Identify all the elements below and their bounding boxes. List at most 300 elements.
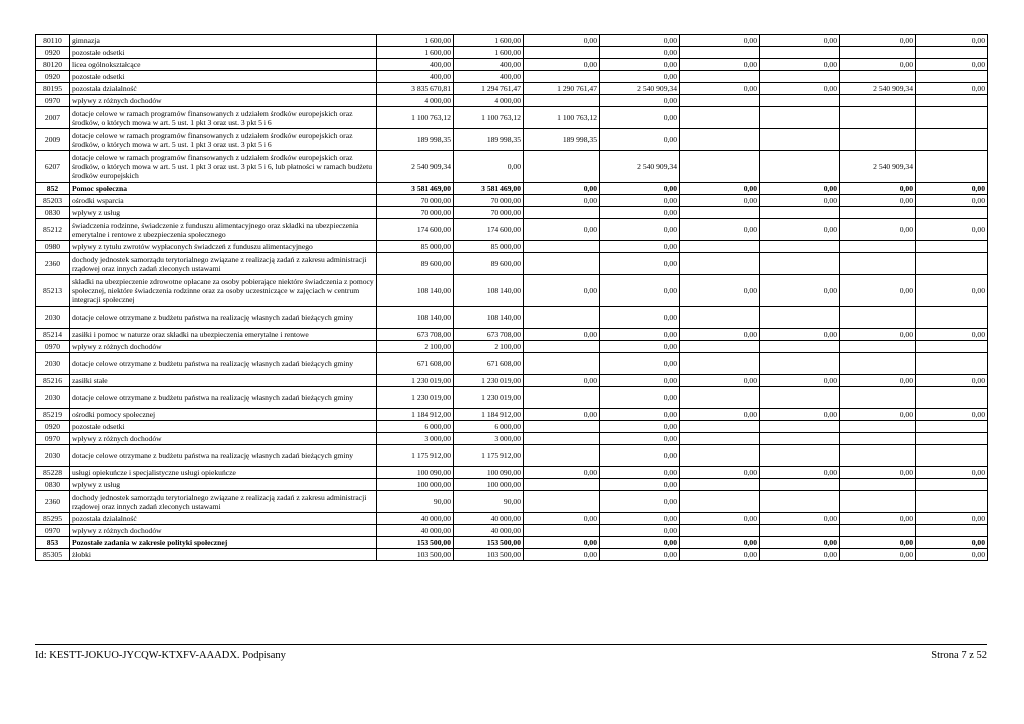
cell-plan-amount: 3 835 670,81 <box>377 83 454 95</box>
cell-col-9-amount <box>840 95 916 107</box>
cell-col-6-amount: 0,00 <box>600 467 680 479</box>
cell-classification-code: 80110 <box>36 35 70 47</box>
cell-col-7-amount: 0,00 <box>680 195 760 207</box>
cell-col-10-amount <box>916 307 988 329</box>
cell-col-5-amount: 1 290 761,47 <box>524 83 600 95</box>
table-row <box>36 47 988 59</box>
cell-col-9-amount: 0,00 <box>840 549 916 561</box>
cell-plan-amount: 673 708,00 <box>377 329 454 341</box>
cell-plan-amount: 3 581 469,00 <box>377 183 454 195</box>
cell-classification-code: 2030 <box>36 387 70 409</box>
cell-col-9-amount: 0,00 <box>840 195 916 207</box>
cell-description: wpływy z usług <box>70 479 377 491</box>
table-row <box>36 129 988 151</box>
cell-col-5-amount: 189 998,35 <box>524 129 600 151</box>
cell-col-7-amount <box>680 387 760 409</box>
cell-col-9-amount <box>840 107 916 129</box>
cell-plan-amount: 108 140,00 <box>377 275 454 307</box>
cell-col-7-amount <box>680 253 760 275</box>
cell-col-4-amount: 0,00 <box>454 151 524 183</box>
cell-col-9-amount <box>840 71 916 83</box>
table-row <box>36 329 988 341</box>
cell-plan-amount: 189 998,35 <box>377 129 454 151</box>
cell-col-9-amount <box>840 421 916 433</box>
cell-col-4-amount: 1 294 761,47 <box>454 83 524 95</box>
cell-col-10-amount: 0,00 <box>916 183 988 195</box>
cell-col-6-amount: 2 540 909,34 <box>600 151 680 183</box>
table-row <box>36 409 988 421</box>
cell-col-4-amount: 108 140,00 <box>454 275 524 307</box>
cell-description: ośrodki pomocy społecznej <box>70 409 377 421</box>
cell-classification-code: 0970 <box>36 95 70 107</box>
table-row <box>36 525 988 537</box>
cell-col-4-amount: 100 090,00 <box>454 467 524 479</box>
cell-plan-amount: 100 090,00 <box>377 467 454 479</box>
cell-col-8-amount <box>760 433 840 445</box>
cell-col-5-amount: 0,00 <box>524 375 600 387</box>
cell-col-8-amount <box>760 207 840 219</box>
table-row <box>36 83 988 95</box>
table-row <box>36 219 988 241</box>
cell-col-4-amount: 1 600,00 <box>454 47 524 59</box>
table-row <box>36 107 988 129</box>
cell-col-9-amount: 0,00 <box>840 513 916 525</box>
cell-description: składki na ubezpieczenie zdrowotne opłacane za osoby pobierające niektóre świadczenia z pomocy społecznej, niektóre świadczenia rodzinne oraz za osoby uczestniczące w zajęciach w centrum integracji społecznej <box>70 275 377 307</box>
cell-col-9-amount: 2 540 909,34 <box>840 151 916 183</box>
cell-col-4-amount: 100 000,00 <box>454 479 524 491</box>
cell-col-5-amount: 0,00 <box>524 183 600 195</box>
cell-plan-amount: 400,00 <box>377 59 454 71</box>
cell-classification-code: 85213 <box>36 275 70 307</box>
cell-col-7-amount: 0,00 <box>680 275 760 307</box>
cell-col-7-amount <box>680 307 760 329</box>
cell-classification-code: 852 <box>36 183 70 195</box>
page-number: Strona 7 z 52 <box>931 650 987 661</box>
cell-col-7-amount <box>680 241 760 253</box>
cell-col-9-amount: 0,00 <box>840 467 916 479</box>
cell-col-4-amount: 40 000,00 <box>454 525 524 537</box>
cell-col-8-amount <box>760 307 840 329</box>
cell-col-10-amount <box>916 253 988 275</box>
table-row <box>36 195 988 207</box>
cell-col-8-amount: 0,00 <box>760 195 840 207</box>
cell-col-8-amount: 0,00 <box>760 35 840 47</box>
table-row <box>36 445 988 467</box>
table-row <box>36 375 988 387</box>
cell-classification-code: 0920 <box>36 47 70 59</box>
cell-col-9-amount <box>840 433 916 445</box>
cell-classification-code: 2030 <box>36 353 70 375</box>
document-id: Id: KESTT-JOKUO-JYCQW-KTXFV-AAADX. Podpisany <box>35 650 286 661</box>
cell-col-6-amount: 0,00 <box>600 219 680 241</box>
budget-table <box>35 34 988 561</box>
table-row <box>36 95 988 107</box>
cell-col-9-amount <box>840 387 916 409</box>
cell-classification-code: 0970 <box>36 525 70 537</box>
cell-description: Pomoc społeczna <box>70 183 377 195</box>
cell-col-6-amount: 0,00 <box>600 353 680 375</box>
cell-col-10-amount <box>916 341 988 353</box>
cell-col-6-amount: 0,00 <box>600 329 680 341</box>
cell-col-9-amount: 0,00 <box>840 409 916 421</box>
cell-col-10-amount <box>916 445 988 467</box>
cell-col-9-amount: 0,00 <box>840 375 916 387</box>
cell-col-6-amount: 0,00 <box>600 387 680 409</box>
cell-col-4-amount: 103 500,00 <box>454 549 524 561</box>
cell-col-10-amount <box>916 421 988 433</box>
cell-col-8-amount <box>760 387 840 409</box>
cell-col-5-amount <box>524 353 600 375</box>
cell-col-6-amount: 0,00 <box>600 59 680 71</box>
cell-classification-code: 85219 <box>36 409 70 421</box>
cell-col-4-amount: 108 140,00 <box>454 307 524 329</box>
cell-col-6-amount: 0,00 <box>600 421 680 433</box>
cell-col-6-amount: 0,00 <box>600 479 680 491</box>
cell-classification-code: 0830 <box>36 479 70 491</box>
cell-col-9-amount <box>840 445 916 467</box>
cell-plan-amount: 671 608,00 <box>377 353 454 375</box>
cell-plan-amount: 90,00 <box>377 491 454 513</box>
cell-plan-amount: 153 500,00 <box>377 537 454 549</box>
cell-col-7-amount: 0,00 <box>680 467 760 479</box>
cell-col-9-amount: 0,00 <box>840 59 916 71</box>
table-row <box>36 421 988 433</box>
cell-description: dotacje celowe otrzymane z budżetu państwa na realizację własnych zadań bieżących gminy <box>70 307 377 329</box>
table-row <box>36 275 988 307</box>
cell-description: pozostałe odsetki <box>70 47 377 59</box>
cell-col-7-amount <box>680 47 760 59</box>
cell-col-8-amount: 0,00 <box>760 183 840 195</box>
cell-col-8-amount <box>760 421 840 433</box>
cell-col-9-amount <box>840 241 916 253</box>
cell-description: żłobki <box>70 549 377 561</box>
cell-description: dochody jednostek samorządu terytorialnego związane z realizacją zadań z zakresu administracji rządowej oraz innych zadań zleconych ustawami <box>70 491 377 513</box>
cell-col-4-amount: 3 000,00 <box>454 433 524 445</box>
cell-col-7-amount: 0,00 <box>680 183 760 195</box>
cell-col-4-amount: 3 581 469,00 <box>454 183 524 195</box>
cell-plan-amount: 100 000,00 <box>377 479 454 491</box>
cell-col-6-amount: 0,00 <box>600 253 680 275</box>
table-row <box>36 253 988 275</box>
cell-col-6-amount: 0,00 <box>600 549 680 561</box>
cell-col-5-amount <box>524 387 600 409</box>
cell-col-5-amount: 0,00 <box>524 275 600 307</box>
cell-plan-amount: 1 230 019,00 <box>377 387 454 409</box>
cell-col-7-amount: 0,00 <box>680 35 760 47</box>
cell-description: wpływy z różnych dochodów <box>70 95 377 107</box>
cell-col-9-amount <box>840 353 916 375</box>
cell-col-9-amount: 0,00 <box>840 275 916 307</box>
cell-col-6-amount: 0,00 <box>600 207 680 219</box>
cell-col-5-amount: 1 100 763,12 <box>524 107 600 129</box>
cell-col-5-amount: 0,00 <box>524 35 600 47</box>
cell-col-8-amount: 0,00 <box>760 59 840 71</box>
cell-col-9-amount: 0,00 <box>840 35 916 47</box>
cell-col-5-amount <box>524 341 600 353</box>
cell-col-4-amount: 153 500,00 <box>454 537 524 549</box>
cell-col-4-amount: 2 100,00 <box>454 341 524 353</box>
cell-classification-code: 0920 <box>36 421 70 433</box>
cell-col-6-amount: 0,00 <box>600 107 680 129</box>
cell-col-9-amount <box>840 47 916 59</box>
cell-col-4-amount: 4 000,00 <box>454 95 524 107</box>
cell-col-5-amount: 0,00 <box>524 219 600 241</box>
cell-col-6-amount: 0,00 <box>600 307 680 329</box>
table-row <box>36 387 988 409</box>
cell-col-9-amount <box>840 479 916 491</box>
cell-classification-code: 85216 <box>36 375 70 387</box>
budget-table-container <box>35 34 987 561</box>
cell-col-6-amount: 0,00 <box>600 513 680 525</box>
cell-col-7-amount <box>680 525 760 537</box>
cell-col-4-amount: 673 708,00 <box>454 329 524 341</box>
cell-classification-code: 0970 <box>36 341 70 353</box>
cell-description: pozostała działalność <box>70 513 377 525</box>
cell-col-5-amount: 0,00 <box>524 537 600 549</box>
cell-col-7-amount: 0,00 <box>680 409 760 421</box>
table-row <box>36 151 988 183</box>
cell-plan-amount: 1 184 912,00 <box>377 409 454 421</box>
cell-col-8-amount: 0,00 <box>760 275 840 307</box>
cell-col-10-amount <box>916 525 988 537</box>
cell-description: dotacje celowe w ramach programów finansowanych z udziałem środków europejskich oraz środków, o których mowa w art. 5 ust. 1 pkt 3 oraz ust. 3 pkt 5 i 6 <box>70 107 377 129</box>
cell-classification-code: 0920 <box>36 71 70 83</box>
cell-plan-amount: 103 500,00 <box>377 549 454 561</box>
cell-col-7-amount: 0,00 <box>680 537 760 549</box>
section-row <box>36 183 988 195</box>
cell-col-10-amount <box>916 491 988 513</box>
cell-col-7-amount <box>680 341 760 353</box>
cell-col-8-amount <box>760 151 840 183</box>
cell-col-10-amount: 0,00 <box>916 537 988 549</box>
cell-col-5-amount <box>524 241 600 253</box>
cell-col-8-amount <box>760 479 840 491</box>
cell-plan-amount: 1 600,00 <box>377 35 454 47</box>
cell-col-7-amount <box>680 95 760 107</box>
cell-col-5-amount <box>524 445 600 467</box>
table-row <box>36 341 988 353</box>
cell-col-4-amount: 90,00 <box>454 491 524 513</box>
cell-col-10-amount: 0,00 <box>916 35 988 47</box>
cell-col-7-amount: 0,00 <box>680 375 760 387</box>
cell-col-7-amount <box>680 445 760 467</box>
cell-col-10-amount <box>916 71 988 83</box>
cell-col-5-amount: 0,00 <box>524 467 600 479</box>
cell-col-4-amount: 1 100 763,12 <box>454 107 524 129</box>
cell-description: dotacje celowe otrzymane z budżetu państwa na realizację własnych zadań bieżących gminy <box>70 353 377 375</box>
cell-col-8-amount <box>760 341 840 353</box>
cell-col-10-amount: 0,00 <box>916 219 988 241</box>
table-row <box>36 307 988 329</box>
cell-plan-amount: 40 000,00 <box>377 513 454 525</box>
cell-col-8-amount <box>760 253 840 275</box>
cell-col-8-amount <box>760 525 840 537</box>
cell-col-7-amount <box>680 479 760 491</box>
cell-col-5-amount <box>524 421 600 433</box>
cell-classification-code: 2360 <box>36 253 70 275</box>
cell-col-5-amount <box>524 307 600 329</box>
cell-col-9-amount: 0,00 <box>840 329 916 341</box>
cell-col-8-amount <box>760 71 840 83</box>
cell-col-6-amount: 0,00 <box>600 95 680 107</box>
cell-col-9-amount: 0,00 <box>840 183 916 195</box>
cell-col-4-amount: 1 175 912,00 <box>454 445 524 467</box>
cell-col-8-amount: 0,00 <box>760 219 840 241</box>
cell-col-10-amount <box>916 129 988 151</box>
cell-classification-code: 2360 <box>36 491 70 513</box>
cell-col-6-amount: 0,00 <box>600 275 680 307</box>
cell-classification-code: 85212 <box>36 219 70 241</box>
cell-plan-amount: 3 000,00 <box>377 433 454 445</box>
cell-plan-amount: 40 000,00 <box>377 525 454 537</box>
cell-col-7-amount: 0,00 <box>680 59 760 71</box>
cell-col-6-amount: 0,00 <box>600 491 680 513</box>
cell-classification-code: 80120 <box>36 59 70 71</box>
cell-col-5-amount <box>524 47 600 59</box>
cell-plan-amount: 1 175 912,00 <box>377 445 454 467</box>
cell-col-6-amount: 0,00 <box>600 445 680 467</box>
cell-col-8-amount: 0,00 <box>760 467 840 479</box>
cell-col-5-amount <box>524 95 600 107</box>
cell-col-6-amount: 0,00 <box>600 409 680 421</box>
cell-description: ośrodki wsparcia <box>70 195 377 207</box>
cell-col-10-amount: 0,00 <box>916 83 988 95</box>
cell-col-9-amount <box>840 341 916 353</box>
cell-col-9-amount <box>840 207 916 219</box>
cell-col-7-amount <box>680 71 760 83</box>
cell-description: świadczenia rodzinne, świadczenie z funduszu alimentacyjnego oraz składki na ubezpieczenia emerytalne i rentowe z ubezpieczenia społecznego <box>70 219 377 241</box>
cell-classification-code: 0980 <box>36 241 70 253</box>
cell-description: wpływy z tytułu zwrotów wypłaconych świadczeń z funduszu alimentacyjnego <box>70 241 377 253</box>
cell-col-6-amount: 0,00 <box>600 195 680 207</box>
cell-description: wpływy z różnych dochodów <box>70 525 377 537</box>
cell-col-4-amount: 85 000,00 <box>454 241 524 253</box>
cell-classification-code: 2030 <box>36 445 70 467</box>
cell-col-8-amount: 0,00 <box>760 375 840 387</box>
cell-col-10-amount: 0,00 <box>916 275 988 307</box>
cell-description: dotacje celowe otrzymane z budżetu państwa na realizację własnych zadań bieżących gminy <box>70 445 377 467</box>
cell-col-10-amount: 0,00 <box>916 549 988 561</box>
cell-col-10-amount <box>916 107 988 129</box>
cell-col-7-amount: 0,00 <box>680 329 760 341</box>
cell-description: dotacje celowe w ramach programów finansowanych z udziałem środków europejskich oraz środków, o których mowa w art. 5 ust. 1 pkt 3 oraz ust. 3 pkt 5 i 6 <box>70 129 377 151</box>
cell-col-6-amount: 0,00 <box>600 129 680 151</box>
cell-description: wpływy z różnych dochodów <box>70 341 377 353</box>
cell-col-10-amount <box>916 479 988 491</box>
cell-col-4-amount: 89 600,00 <box>454 253 524 275</box>
cell-col-6-amount: 0,00 <box>600 525 680 537</box>
cell-col-4-amount: 1 184 912,00 <box>454 409 524 421</box>
cell-classification-code: 85214 <box>36 329 70 341</box>
cell-classification-code: 853 <box>36 537 70 549</box>
cell-col-5-amount <box>524 479 600 491</box>
cell-col-6-amount: 0,00 <box>600 71 680 83</box>
cell-col-4-amount: 40 000,00 <box>454 513 524 525</box>
cell-classification-code: 85203 <box>36 195 70 207</box>
cell-classification-code: 85305 <box>36 549 70 561</box>
cell-col-7-amount: 0,00 <box>680 83 760 95</box>
cell-col-10-amount <box>916 47 988 59</box>
budget-table-body <box>36 35 988 561</box>
cell-classification-code: 2007 <box>36 107 70 129</box>
cell-description: zasiłki stałe <box>70 375 377 387</box>
cell-col-5-amount <box>524 151 600 183</box>
cell-plan-amount: 1 230 019,00 <box>377 375 454 387</box>
cell-description: wpływy z różnych dochodów <box>70 433 377 445</box>
cell-col-7-amount <box>680 207 760 219</box>
cell-col-5-amount <box>524 71 600 83</box>
cell-col-10-amount: 0,00 <box>916 513 988 525</box>
cell-col-9-amount: 0,00 <box>840 537 916 549</box>
cell-col-10-amount <box>916 207 988 219</box>
table-row <box>36 353 988 375</box>
cell-col-4-amount: 70 000,00 <box>454 207 524 219</box>
cell-col-8-amount <box>760 95 840 107</box>
cell-col-5-amount <box>524 525 600 537</box>
cell-col-4-amount: 70 000,00 <box>454 195 524 207</box>
cell-col-4-amount: 1 600,00 <box>454 35 524 47</box>
cell-col-8-amount: 0,00 <box>760 549 840 561</box>
cell-col-10-amount <box>916 95 988 107</box>
cell-col-6-amount: 0,00 <box>600 47 680 59</box>
table-row <box>36 207 988 219</box>
table-row <box>36 433 988 445</box>
cell-col-9-amount <box>840 253 916 275</box>
cell-col-8-amount: 0,00 <box>760 409 840 421</box>
cell-col-7-amount: 0,00 <box>680 513 760 525</box>
cell-col-7-amount: 0,00 <box>680 219 760 241</box>
cell-classification-code: 85295 <box>36 513 70 525</box>
cell-col-5-amount: 0,00 <box>524 513 600 525</box>
cell-col-9-amount <box>840 129 916 151</box>
cell-col-10-amount: 0,00 <box>916 375 988 387</box>
cell-col-4-amount: 1 230 019,00 <box>454 387 524 409</box>
cell-classification-code: 2009 <box>36 129 70 151</box>
cell-col-10-amount: 0,00 <box>916 59 988 71</box>
table-row <box>36 491 988 513</box>
cell-col-8-amount <box>760 47 840 59</box>
cell-col-10-amount <box>916 241 988 253</box>
cell-classification-code: 0830 <box>36 207 70 219</box>
cell-col-9-amount <box>840 307 916 329</box>
cell-col-8-amount <box>760 129 840 151</box>
cell-plan-amount: 2 540 909,34 <box>377 151 454 183</box>
cell-plan-amount: 4 000,00 <box>377 95 454 107</box>
cell-col-7-amount <box>680 151 760 183</box>
cell-col-6-amount: 0,00 <box>600 341 680 353</box>
cell-col-5-amount <box>524 253 600 275</box>
cell-col-4-amount: 671 608,00 <box>454 353 524 375</box>
cell-col-9-amount: 0,00 <box>840 219 916 241</box>
cell-col-6-amount: 0,00 <box>600 433 680 445</box>
table-row <box>36 71 988 83</box>
footer-divider <box>35 644 987 645</box>
table-row <box>36 35 988 47</box>
cell-plan-amount: 6 000,00 <box>377 421 454 433</box>
cell-col-10-amount: 0,00 <box>916 409 988 421</box>
cell-description: dochody jednostek samorządu terytorialnego związane z realizacją zadań z zakresu administracji rządowej oraz innych zadań zleconych ustawami <box>70 253 377 275</box>
cell-col-9-amount <box>840 525 916 537</box>
cell-col-10-amount <box>916 353 988 375</box>
cell-col-6-amount: 0,00 <box>600 375 680 387</box>
cell-plan-amount: 70 000,00 <box>377 207 454 219</box>
cell-col-10-amount <box>916 433 988 445</box>
table-row <box>36 467 988 479</box>
cell-description: dotacje celowe otrzymane z budżetu państwa na realizację własnych zadań bieżących gminy <box>70 387 377 409</box>
cell-description: pozostałe odsetki <box>70 421 377 433</box>
cell-description: zasiłki i pomoc w naturze oraz składki na ubezpieczenia emerytalne i rentowe <box>70 329 377 341</box>
cell-col-8-amount <box>760 445 840 467</box>
